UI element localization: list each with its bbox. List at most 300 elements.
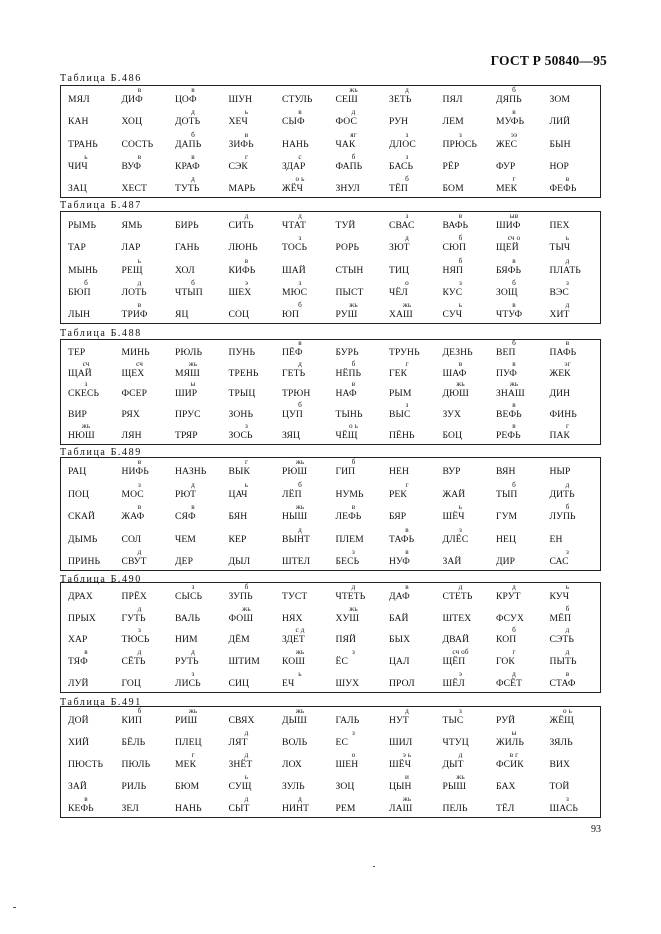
- transcription-mark: д: [565, 626, 570, 635]
- word-text: ВЭС: [549, 286, 569, 298]
- word-text: ПЁФ: [282, 346, 303, 358]
- word-text: ПРЮСЬ: [442, 138, 478, 150]
- word-text: ЛОТЬ: [121, 286, 147, 298]
- word-cell: [438, 234, 492, 256]
- transcription-mark: д: [137, 547, 142, 556]
- word-text: РОРЬ: [335, 242, 360, 254]
- word-text: МОС: [121, 488, 144, 500]
- word-text: РЕК: [389, 488, 407, 500]
- word-cell: [117, 648, 171, 670]
- word-text: ШАФ: [442, 367, 467, 379]
- word-text: НЕН: [389, 466, 410, 478]
- word-cell: [117, 256, 171, 278]
- transcription-mark: б: [244, 582, 249, 591]
- word-cell: [331, 605, 385, 627]
- transcription-mark: ээ: [510, 130, 518, 139]
- transcription-mark: д: [298, 212, 302, 221]
- word-text: РУЙ: [496, 715, 516, 726]
- word-text: КРУТ: [496, 590, 521, 602]
- word-cell: [331, 670, 385, 692]
- word-text: ЛЕМ: [442, 116, 464, 128]
- word-text: ШИЛ: [389, 737, 413, 748]
- word-cell: [63, 301, 117, 323]
- word-cell: [277, 382, 331, 403]
- word-cell: [170, 130, 224, 152]
- word-cell: [170, 301, 224, 323]
- transcription-mark: ы: [511, 729, 517, 737]
- word-cell: [384, 525, 438, 547]
- word-text: ТРУНЬ: [389, 346, 420, 358]
- word-text: ЛЫН: [68, 309, 91, 320]
- transcription-mark: в: [137, 458, 142, 467]
- word-cell: [277, 627, 331, 649]
- transcription-mark: ь: [458, 301, 463, 309]
- word-text: ДЫЛ: [228, 555, 251, 567]
- word-cell: [224, 279, 278, 301]
- word-cell: [545, 773, 599, 795]
- word-text: РИШ: [175, 715, 198, 726]
- word-cell: [170, 458, 224, 480]
- word-cell: [545, 605, 599, 627]
- word-text: ФСУХ: [496, 612, 524, 624]
- word-text: ЗАЙ: [442, 555, 462, 567]
- word-cell: [277, 583, 331, 605]
- word-cell: [63, 86, 117, 108]
- word-text: ШТЕЛ: [282, 555, 311, 567]
- word-cell: [277, 458, 331, 480]
- word-cell: [63, 130, 117, 152]
- word-text: ГЕК: [389, 367, 408, 379]
- word-text: ШЕХ: [228, 286, 252, 298]
- transcription-mark: ы: [190, 380, 196, 389]
- transcription-mark: жь: [295, 458, 305, 467]
- word-text: РЮТ: [175, 488, 197, 500]
- word-table: [60, 457, 601, 571]
- word-cell: [117, 525, 171, 547]
- word-text: ПАК: [549, 429, 571, 441]
- transcription-mark: в: [84, 795, 88, 803]
- word-text: РЯХ: [121, 409, 140, 421]
- word-cell: [545, 279, 599, 301]
- word-text: ТРИФ: [121, 309, 148, 320]
- word-text: ЧТУЦ: [442, 737, 469, 748]
- word-cell: [384, 340, 438, 361]
- word-cell: [277, 130, 331, 152]
- word-text: ДЫМЬ: [68, 533, 98, 545]
- transcription-mark: в: [137, 503, 142, 512]
- word-cell: [117, 382, 171, 403]
- word-cell: [438, 382, 492, 403]
- word-text: НЯП: [442, 264, 464, 276]
- transcription-mark: д: [191, 648, 195, 657]
- transcription-mark: д: [565, 301, 570, 309]
- transcription-mark: в: [298, 338, 302, 347]
- word-cell: [331, 707, 385, 729]
- word-cell: [491, 525, 545, 547]
- word-cell: [331, 795, 385, 817]
- transcription-mark: в: [137, 301, 142, 309]
- word-cell: [545, 670, 599, 692]
- word-text: СВАС: [389, 220, 415, 232]
- word-grid: [63, 340, 598, 444]
- word-cell: [491, 751, 545, 773]
- word-text: РЮШ: [282, 466, 308, 478]
- word-text: БИРЬ: [175, 220, 199, 232]
- word-cell: [545, 130, 599, 152]
- transcription-mark: з: [191, 669, 195, 678]
- word-text: РЫМЬ: [68, 220, 97, 232]
- transcription-mark: жь: [456, 380, 465, 389]
- word-cell: [117, 130, 171, 152]
- word-cell: [224, 234, 278, 256]
- word-text: ТЫЧ: [549, 242, 571, 254]
- word-cell: [277, 605, 331, 627]
- word-text: ЖАФ: [121, 511, 145, 523]
- transcription-mark: г: [512, 648, 516, 657]
- word-cell: [277, 175, 331, 197]
- word-cell: [224, 130, 278, 152]
- transcription-mark: в: [244, 130, 249, 139]
- word-text: ЦАЛ: [389, 656, 410, 668]
- word-text: ВЫС: [389, 409, 411, 421]
- word-cell: [277, 108, 331, 130]
- word-text: ВУР: [442, 466, 461, 478]
- word-text: ЖЕС: [496, 138, 518, 150]
- word-text: ДЫТ: [442, 759, 464, 770]
- word-cell: [170, 648, 224, 670]
- word-cell: [438, 212, 492, 234]
- word-cell: [117, 175, 171, 197]
- word-text: ТОСЬ: [282, 242, 308, 254]
- word-cell: [277, 340, 331, 361]
- word-text: ЗУПЬ: [228, 590, 253, 602]
- word-text: ЕЧ: [282, 677, 295, 689]
- word-text: НУТ: [389, 715, 409, 726]
- transcription-mark: б: [512, 480, 516, 489]
- word-cell: [545, 458, 599, 480]
- transcription-mark: з: [405, 130, 409, 139]
- word-cell: [170, 86, 224, 108]
- word-text: ЧТЫП: [175, 286, 203, 298]
- word-text: БЯН: [228, 511, 248, 523]
- word-cell: [63, 402, 117, 423]
- page-number: 93: [591, 824, 601, 835]
- word-text: ТУСТ: [282, 590, 308, 602]
- word-cell: [545, 340, 599, 361]
- word-text: МЕК: [175, 759, 197, 770]
- word-text: ШТИМ: [228, 656, 260, 668]
- word-text: БЫХ: [389, 634, 411, 646]
- transcription-mark: б: [298, 301, 302, 309]
- transcription-mark: б: [565, 604, 570, 613]
- word-cell: [545, 382, 599, 403]
- word-cell: [438, 279, 492, 301]
- table-title: Таблица Б.491: [60, 697, 142, 708]
- word-text: ХОЦ: [121, 116, 143, 128]
- word-cell: [63, 670, 117, 692]
- transcription-mark: в: [458, 359, 463, 368]
- word-cell: [331, 402, 385, 423]
- word-cell: [384, 605, 438, 627]
- word-text: РЮЛЬ: [175, 346, 203, 358]
- transcription-mark: д: [244, 751, 249, 759]
- word-cell: [331, 423, 385, 444]
- transcription-mark: сч о: [507, 234, 521, 243]
- word-cell: [224, 729, 278, 751]
- word-cell: [438, 583, 492, 605]
- transcription-mark: з: [138, 480, 141, 489]
- word-cell: [170, 361, 224, 382]
- word-text: ХИЙ: [68, 737, 90, 748]
- word-text: ЧЁЛ: [389, 286, 408, 298]
- word-cell: [491, 301, 545, 323]
- word-text: ПЫТЬ: [549, 656, 577, 668]
- word-text: НУМЬ: [335, 488, 364, 500]
- word-cell: [384, 212, 438, 234]
- word-text: СЭТЬ: [549, 634, 575, 646]
- word-text: БАХ: [496, 781, 516, 792]
- transcription-mark: б: [512, 278, 516, 287]
- transcription-mark: б: [405, 175, 409, 183]
- word-text: ЗОСЬ: [228, 429, 253, 441]
- word-cell: [63, 503, 117, 525]
- scan-mark: [373, 866, 375, 867]
- word-cell: [170, 729, 224, 751]
- word-cell: [545, 423, 599, 444]
- word-cell: [545, 503, 599, 525]
- word-cell: [384, 361, 438, 382]
- word-text: ВУФ: [121, 160, 142, 172]
- word-cell: [438, 729, 492, 751]
- transcription-mark: б: [298, 401, 302, 410]
- table-title: Таблица Б.489: [60, 447, 142, 458]
- transcription-mark: б: [458, 256, 463, 265]
- word-cell: [331, 212, 385, 234]
- word-text: КЕР: [228, 533, 247, 545]
- word-text: ГУТЬ: [121, 612, 146, 624]
- transcription-mark: жь: [349, 604, 358, 613]
- word-text: ЧЕМ: [175, 533, 196, 545]
- word-cell: [63, 458, 117, 480]
- word-text: БЮМ: [175, 781, 200, 792]
- word-text: ДАПЬ: [175, 138, 202, 150]
- transcription-mark: б: [191, 278, 195, 287]
- word-cell: [63, 256, 117, 278]
- word-cell: [170, 525, 224, 547]
- word-text: РАЦ: [68, 466, 87, 478]
- word-text: ВАФЬ: [442, 220, 469, 232]
- word-cell: [331, 525, 385, 547]
- transcription-mark: б: [512, 626, 516, 635]
- word-cell: [224, 301, 278, 323]
- word-cell: [438, 525, 492, 547]
- word-text: ДРАХ: [68, 590, 93, 602]
- word-text: ЩЁП: [442, 656, 466, 668]
- word-text: СЭК: [228, 160, 248, 172]
- word-cell: [224, 340, 278, 361]
- word-text: НЫШ: [282, 511, 308, 523]
- word-cell: [224, 382, 278, 403]
- word-cell: [170, 340, 224, 361]
- word-cell: [491, 605, 545, 627]
- word-text: КУС: [442, 286, 463, 298]
- word-cell: [438, 153, 492, 175]
- word-text: ФСЕР: [121, 388, 148, 400]
- word-text: ТЁЛ: [496, 803, 515, 814]
- word-text: ЯМЬ: [121, 220, 143, 232]
- word-cell: [438, 175, 492, 197]
- word-cell: [277, 361, 331, 382]
- word-text: ТЕР: [68, 346, 86, 358]
- word-text: ШЁЛ: [442, 677, 465, 689]
- transcription-mark: в: [512, 108, 516, 117]
- word-text: ГОК: [496, 656, 515, 668]
- word-text: ПУФ: [496, 367, 517, 379]
- word-text: СТЫН: [335, 264, 364, 276]
- word-text: НЯХ: [282, 612, 303, 624]
- word-cell: [491, 153, 545, 175]
- word-text: СОСТЬ: [121, 138, 154, 150]
- transcription-mark: ь: [244, 480, 249, 489]
- word-text: СТЕТЬ: [442, 590, 473, 602]
- word-text: НАНЬ: [175, 803, 202, 814]
- transcription-mark: з: [405, 401, 409, 410]
- transcription-mark: жь: [456, 773, 465, 781]
- word-cell: [170, 751, 224, 773]
- word-text: СВУТ: [121, 555, 147, 567]
- word-text: РЕМ: [335, 803, 356, 814]
- word-text: НОР: [549, 160, 569, 172]
- word-cell: [224, 86, 278, 108]
- word-text: ДОЙ: [68, 715, 89, 726]
- transcription-mark: в: [191, 86, 195, 95]
- word-text: ХИТ: [549, 309, 570, 320]
- transcription-mark: э: [244, 278, 249, 287]
- word-text: ГЕТЬ: [282, 367, 306, 379]
- word-cell: [331, 773, 385, 795]
- word-cell: [384, 86, 438, 108]
- word-text: ЗНУЛ: [335, 183, 360, 194]
- word-text: ЛАШ: [389, 803, 413, 814]
- transcription-mark: в: [351, 503, 356, 512]
- word-grid: [63, 707, 598, 817]
- word-text: ШЁЧ: [442, 511, 465, 523]
- transcription-mark: д: [244, 212, 249, 221]
- word-cell: [491, 361, 545, 382]
- word-text: ПЯЛ: [442, 94, 463, 106]
- word-text: БУРЬ: [335, 346, 359, 358]
- word-text: ДЕЗНЬ: [442, 346, 473, 358]
- word-text: ТРЮН: [282, 388, 311, 400]
- word-text: НЕЦ: [496, 533, 517, 545]
- word-cell: [170, 234, 224, 256]
- word-text: ВЯН: [496, 466, 516, 478]
- word-text: НУФ: [389, 555, 410, 567]
- word-cell: [63, 729, 117, 751]
- word-text: ТУТЬ: [175, 183, 200, 194]
- word-text: КАН: [68, 116, 89, 128]
- word-cell: [63, 234, 117, 256]
- word-cell: [545, 402, 599, 423]
- transcription-mark: ь: [458, 503, 463, 512]
- transcription-mark: г: [512, 175, 516, 183]
- word-cell: [63, 212, 117, 234]
- word-text: ЗОЩ: [496, 286, 518, 298]
- word-text: НЫР: [549, 466, 571, 478]
- word-text: ДАФ: [389, 590, 410, 602]
- word-cell: [277, 86, 331, 108]
- transcription-mark: д: [298, 359, 302, 368]
- transcription-mark: в: [458, 212, 463, 221]
- word-cell: [117, 458, 171, 480]
- word-text: ВОЛЬ: [282, 737, 308, 748]
- word-text: ЩЕХ: [121, 367, 145, 379]
- word-text: КОП: [496, 634, 517, 646]
- word-text: РУН: [389, 116, 409, 128]
- transcription-mark: д: [351, 108, 356, 117]
- word-text: ШЁЧ: [389, 759, 412, 770]
- word-cell: [491, 773, 545, 795]
- word-text: ЛЮНЬ: [228, 242, 258, 254]
- word-cell: [277, 525, 331, 547]
- word-cell: [384, 583, 438, 605]
- transcription-mark: д: [244, 795, 249, 803]
- word-cell: [63, 108, 117, 130]
- word-text: РЕФЬ: [496, 429, 521, 441]
- word-text: ВЫНТ: [282, 533, 310, 545]
- word-text: ПЯЙ: [335, 634, 357, 646]
- transcription-mark: д: [137, 278, 142, 287]
- word-cell: [438, 256, 492, 278]
- word-cell: [438, 480, 492, 502]
- word-cell: [384, 773, 438, 795]
- transcription-mark: б: [512, 338, 516, 347]
- transcription-mark: д: [512, 669, 516, 678]
- table-title: Таблица Б.490: [60, 574, 142, 585]
- word-grid: [63, 583, 598, 692]
- word-text: ДИТЬ: [549, 488, 575, 500]
- word-cell: [438, 795, 492, 817]
- word-cell: [117, 503, 171, 525]
- word-text: ТЫНЬ: [335, 409, 363, 421]
- word-cell: [63, 525, 117, 547]
- word-text: СЯФ: [175, 511, 196, 523]
- word-text: ВЕФЬ: [496, 409, 522, 421]
- word-cell: [117, 707, 171, 729]
- word-cell: [170, 480, 224, 502]
- word-cell: [224, 605, 278, 627]
- word-text: ГАНЬ: [175, 242, 200, 254]
- transcription-mark: жь: [242, 604, 251, 613]
- transcription-mark: о: [405, 278, 409, 287]
- word-cell: [384, 503, 438, 525]
- word-text: ШУН: [228, 94, 253, 106]
- word-cell: [331, 751, 385, 773]
- word-text: ЗЯЦ: [282, 429, 301, 441]
- word-cell: [545, 361, 599, 382]
- transcription-mark: з: [459, 525, 462, 534]
- transcription-mark: жь: [402, 301, 412, 309]
- word-text: БАЙ: [389, 612, 409, 624]
- word-cell: [117, 361, 171, 382]
- word-text: НЁПЬ: [335, 367, 362, 379]
- transcription-mark: о ь: [563, 707, 572, 715]
- word-cell: [170, 402, 224, 423]
- transcription-mark: з: [566, 547, 569, 556]
- word-cell: [491, 583, 545, 605]
- word-cell: [63, 480, 117, 502]
- transcription-mark: жь: [188, 707, 198, 715]
